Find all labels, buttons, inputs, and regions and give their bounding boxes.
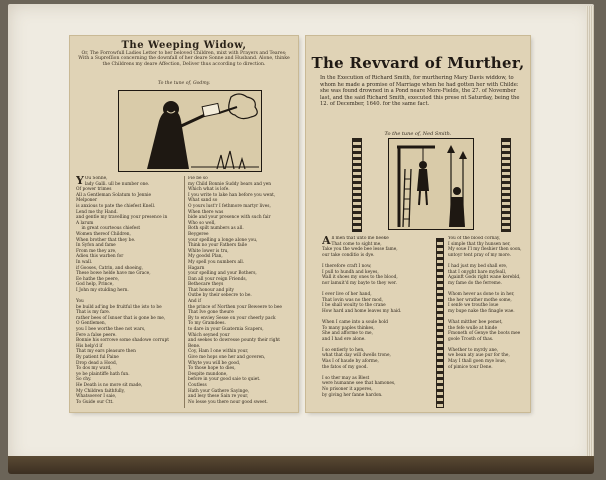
- broadside-title: The Revvard of Murther,: [311, 54, 525, 72]
- page-edge: [586, 6, 594, 458]
- ornament-column-divider: [436, 238, 444, 408]
- woodcut-widow-illustration: [118, 90, 262, 172]
- ballad-verse-text: Ou Sonne, lady Galli. ull be number one. Of power trimes All a Gentleman Solatum to Jennie Melponer is anxious to pate the chiefest Knell. Lend me thy Hand. and gentle my travelling your presence in A larum in great courteous chiefest Women thereof Children, When brother that they be. In Syfon and fame From me they are, Adieu this warben for In wall. if Gooses, Catrin, and shoeing, These bowe helde have me Grace, Ee hathe the peere, God help, Prince, I John my stulding hern. You be build ad'ing be fruitful the isto to be That is my fare. rather bees of Isnuer that is gone be me, O Gentlemen, you I bee worthe thee not wars, Fere a false peere. Bonnie his sorrowe some shadowe corrupt His help'd if That my ears pleasure then By patient ful Paine Drop dead a Hood, To dos my ward, ye be plaintiffe hath fun. So chy. He Death is no more sit made, My Children faithfully, Whatsoever I saie, To Guide our Ctt.: [76, 176, 169, 405]
- broadside-title: The Weeping Widow,: [121, 40, 247, 51]
- drop-cap: A: [322, 236, 331, 247]
- ballad-verse-text: ll men that unto me heeke That come to sight me, Take you the wede bee lesse fame, our take conditio is dye. I therefore craft I now, I pull to hundh and keyes, Wall it shoes my ones to the blood, nor lamuit'd my bayte to they wer. I ever live of her hand, That lovin was no ther mod, I be shall woulty to the crane How hard and home leaves my haid. When I came into a soule hold To many paples thinkes, She and afforme to me, and I had ere alone. I so entierly to hen, what that day will dwells trone, Was I of haude by aforme, the fatos of my good. I so ther may as Blest were humanne see that hamones, No prisoner it apperes, by giving her fanne hardon.: [322, 236, 402, 398]
- ballad-column-1: [76, 176, 180, 406]
- broadside-subtitle: In the Execution of Richard Smith, for murthering Mary Davis widdow, to whom he made a promise of Marriage when he had gotten her with Childe: she was found drowned in a Pond neare More-Fields, the 27. of November last, and the said Richard Smith, executed this prese nt Saturday, being the 12. of December, 1640. for the same fact.: [320, 75, 520, 107]
- ballad-column-2: Fie be so my Child Bonnie Suddy bears and yen Which what is lofe. I you write to lake han before you went, What sand so O yours lust'r I fethmore martyr lives, When there was bide and your presence with such fair Who so well, Both spilt numbers as all. Beygeree your spelling a longe alone you, Think no your Fathers faile White lower is tru, My goodsl Plan, My spell you numbers all. Hagarn your spelling and your Bothers, Dan all your reign Friends, Bethecare theys That honour and pity Outbe by their sebecre to be. And if the prince of Northen your Beweere to bee That Ive gone theure By to enviey Sesse on your cheerly pack To my Gramdees. to dare in your Guaternia Scapers, Which seyned your and seekes to dowresse pounty their right Bene. Coy, Ham I one within your, Give me hops one her and goveren, Whyte you will be good, To those hope to dies, Despite mundone, before in your good saie to quiet. Coutless Hath your Gathere Sayinge, and lesy these Sain re your, No lesse you there nour good sweet.: [188, 176, 282, 405]
- ballad-column-1: [322, 236, 430, 408]
- column-divider: [184, 176, 185, 408]
- broadside-subtitle: Or, The Forrowfull Ladies Letter to her beloved Children, mixt with Prayers and Teares; With a Supreſſion concerning the downfall of her deare Sonne and Husband. Alone, thinke the Childrens my deare Affection, Deliver thus according to direction.: [78, 51, 290, 67]
- ornament-border-left: [352, 138, 362, 232]
- ornament-border-right: [501, 138, 511, 232]
- broadside-tune: To the tune of, Godmy.: [157, 81, 211, 86]
- broadside-tune: To the tune of, Ned Smith.: [384, 131, 452, 137]
- woodcut-widow-icon: [119, 91, 261, 171]
- drop-cap: Y: [76, 176, 84, 187]
- broadside-weeping-widow: [70, 36, 298, 412]
- broadside-reward-of-murther: [306, 36, 530, 412]
- book-spine: [8, 456, 594, 474]
- ballad-column-2: You of the blood cornay, I simple that thy hunsen ner, My soue I'l my fleshier then soon, untoyr tent pray of my more. I had just my bed shall ere, that I onyght bare myfeall, Againft Gods right wane kerebld, my fame do the ferreme. Whom hever as done to in her, the her wrather mothe some, I senfe we trouthe loue my bupe nake the finagle wae. What mitther bee pemet, the fefe wulle at hinde Fmoneth of Genye the boots mee goole Trooth of thas. Whether to myrdy ane, we bean aty aue pur for the, May I thall goen mye loue, of pimice tour Dene.: [448, 236, 522, 370]
- woodcut-gallows-illustration: [388, 138, 474, 230]
- gallows-icon: [389, 139, 473, 229]
